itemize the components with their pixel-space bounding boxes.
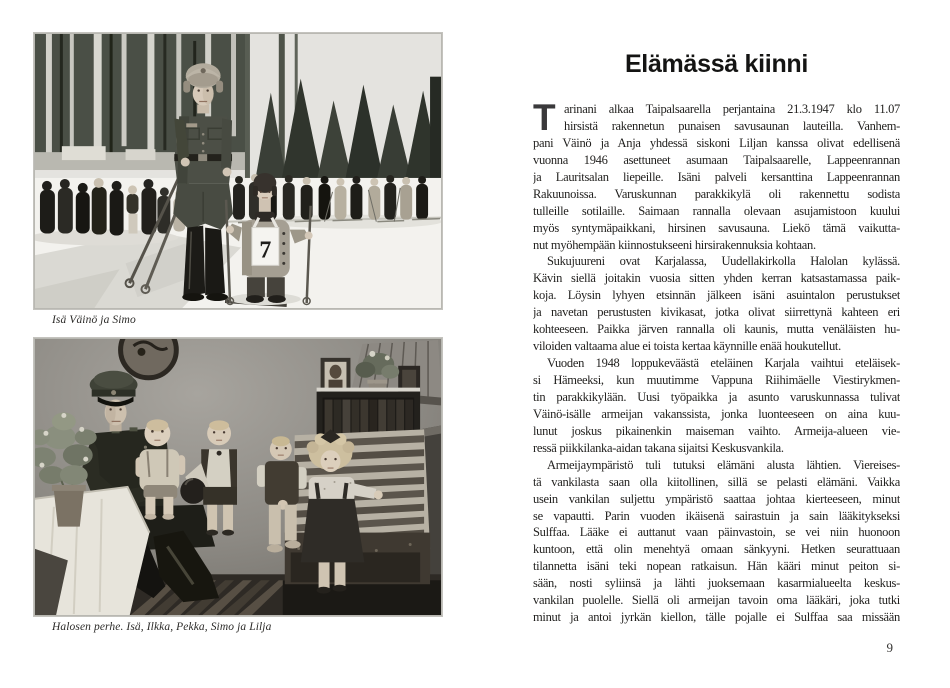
text-line: Vuoden 1948 loppukeväästä eteläinen Karjala vaihtui eteläisek- [547,356,900,371]
text-line: viloiden valtaama alue ei toista kertaa käynnille enää houkutellut. [533,339,841,354]
text-line: si Hämeeksi, kun muutimme Vappuna Riihimäelle Viestirykmen- [533,373,900,387]
text-line: Rakuunoissa. Varuskunnan parakkikylä oli rakennettu sodista [533,186,900,201]
photo-caption-2: Halosen perhe. Isä, Ilkka, Pekka, Simo ja Lilja [52,621,272,633]
page-number: 9 [886,640,893,655]
text-line: tä vankilasta saan olla kiitollinen, sillä se pelasti elämäni. Vaikka [533,474,900,489]
bib-number: 7 [259,237,272,264]
text-line: minut ja antoi jyrkän kiellon, tälle pojalle ei Sulffaa saa missään [533,610,900,625]
text-line: ja Lauritsalan liepeille. Isäni palveli kersanttina Lappeenrannan [533,169,900,184]
text-line: se vapautti. Parin vuoden ikäisenä sairastuin ja sain lääkitykseksi [533,508,900,523]
text-line: Sulffaa. Lääke ei auttanut vaan päinvastoin, se vei niin huonoon [533,525,900,540]
text-line: ressä piikkilanka-aidan takana sijaitsi Keskusvankila. [533,440,784,455]
text-line: usein vankilan suljettu ympäristö saattaa johtaa kierteeseen, minut [533,491,900,506]
wall-plaque [121,338,177,378]
chapter-title: Elämässä kiinni [624,50,809,78]
text-line: kohteeseen. Paikka järven rannalla oli kaunis, mutta venäläisten hu- [533,322,900,337]
paragraph [533,355,900,457]
text-line: nut myöhempään kiinnostukseeni hirsirakennuksia kohtaan. [533,237,816,252]
paragraph [533,97,900,253]
text-line: kuntoon, että olin menehtyä omaan sänkyyni. Hetken seurattuaan [533,542,900,557]
side-table [34,487,149,616]
text-line: Armeijaympäristö tuli tutuksi elämäni alusta lähtien. Viereises- [547,457,900,472]
text-line: tilannetta isäni teki nopean ratkaisun. Hän kääri minut peiton si- [533,559,900,574]
text-line: koja. Löysin lyhyen etsinnän jälkeen isäni asuintalon perustukset [533,288,900,303]
text-line: Kävin siellä joitakin vuosia sitten yhden kerran katsastamassa paik- [533,271,900,286]
body-text [533,97,900,626]
text-line: lunut joskus pikainenkin maiseman vaihto. Armeija-alueen vie- [533,423,900,438]
text-line: tin parakkikylään. Uusi työpaikka ja asunto varuskunnassa tulivat [533,389,900,404]
hat-badge [201,68,206,73]
paragraph [533,457,900,626]
text-line: vankilan puolelle. Siellä oli armeijan tavoin oma lääkäri, joka tutki [533,593,900,608]
text-line: myös syntymäpaikkani, hirsinen savusauna. Liekö tämä vaikutta- [533,220,900,235]
text-line: tulleille sotilaille. Saimaan rannalla olevaan asujamistoon kuului [533,203,900,218]
photo-ski-scene [33,32,443,310]
paragraph [533,253,900,355]
ski-photo-illustration [34,33,442,309]
text-line: Sukujuureni ovat Karjalassa, Uudellakirkolla Halolan kylässä. [547,254,900,269]
text-line: hirsistä rakennetun punaisen savusaunan lauteilla. Vanhem- [564,118,900,133]
drop-cap: T [533,97,556,138]
text-line: arinani alkaa Taipalsaarella perjantaina 21.3.1947 klo 11.07 [564,102,900,116]
photo-caption-1: Isä Väinö ja Simo [52,314,136,326]
text-line: vuonna 1946 asettuneet asumaan Taipalsaarelle, Lappeenrannan [533,152,900,167]
text-line: sään, nosti syliinsä ja lähti juoksemaan kasarmialueelta keskus- [533,576,900,591]
text-line: Väinö-isälle armeijan vakanssista, jonka luonteeseen on aina kuu- [533,406,900,421]
family-photo-illustration [34,338,442,616]
photo-family-portrait [33,337,443,617]
text-line: ja navetan perustusten kivikasat, jotka olivat siirrettynä kahteen eri [533,305,900,320]
text-line: pani Väinö ja Anja yhdessä siskoni Liljan kanssa olivat edellisenä [533,135,900,150]
cap-badge [111,390,116,395]
